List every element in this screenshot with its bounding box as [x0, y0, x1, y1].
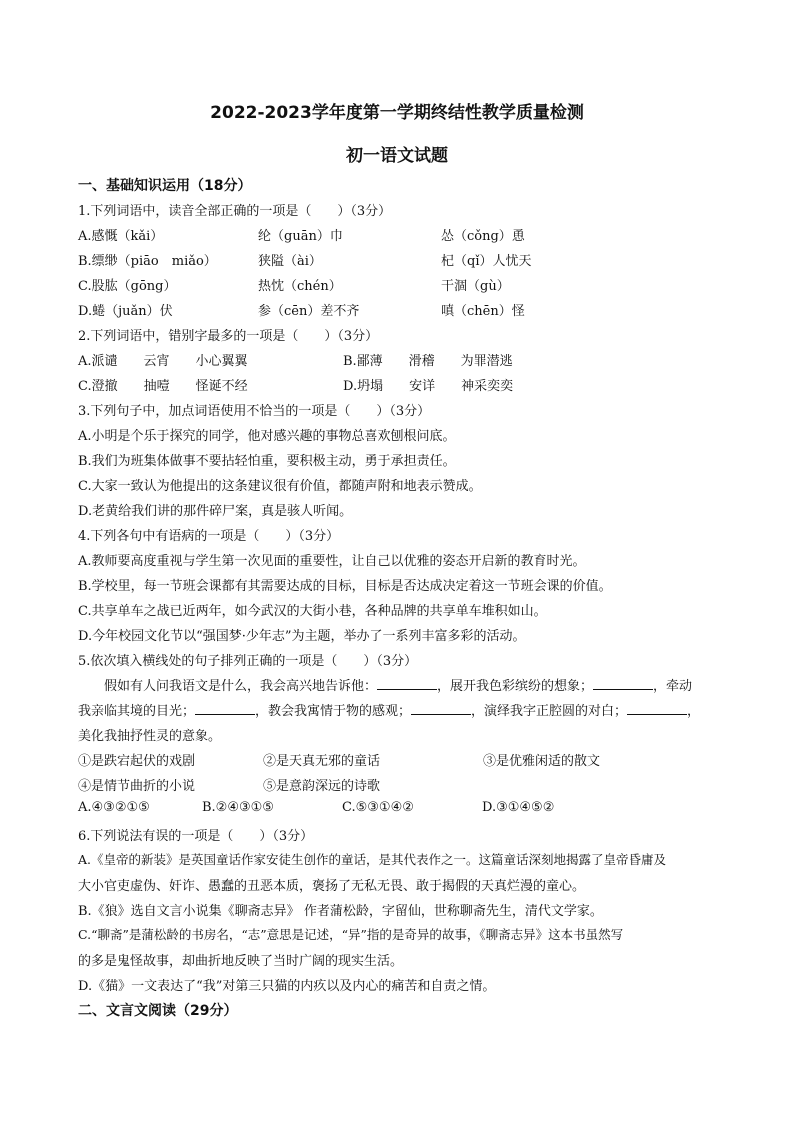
option-cell: 参（cēn）差不齐 — [258, 304, 360, 319]
passage-text: 假如有人问我语文是什么，我会高兴地告诉他： — [104, 679, 378, 694]
question-5-passage-line-1 — [104, 675, 692, 694]
passage-text: ，展开我色彩缤纷的想象； — [437, 679, 594, 694]
option-cell: C.股肱（gōng） — [78, 279, 177, 294]
question-6-line: B.《狼》选自文言小说集《聊斋志异》 作者蒲松龄，字留仙，世称聊斋先生，清代文学家。 — [78, 904, 603, 919]
question-5-choices-row-1 — [78, 750, 718, 769]
passage-text: ， — [687, 704, 701, 719]
question-6-line: 大小官吏虚伪、奸诈、愚蠢的丑恶本质，褒扬了无私无畏、敢于揭假的天真烂漫的童心。 — [78, 879, 586, 894]
option-cell: A.派谴 云宵 小心翼翼 — [78, 354, 248, 369]
question-3-option-d: D.老黄给我们讲的那件碎尸案，真是骇人听闻。 — [78, 504, 353, 519]
question-2-row-2 — [78, 375, 718, 394]
passage-text: ，演绎我字正腔圆的对白； — [471, 704, 628, 719]
option-cell: 热忱（chén） — [258, 279, 342, 294]
question-6-line: C.“聊斋”是蒲松龄的书房名，“志”意思是记述，“异”指的是奇异的故事，《聊斋志异》这本书虽然写 — [78, 927, 624, 942]
option-cell: B.缥缈（piāo miǎo） — [78, 254, 217, 269]
fill-blank — [195, 702, 255, 715]
question-5-answer-options — [78, 800, 718, 815]
exam-title: 2022-2023学年度第一学期终结性教学质量检测 — [210, 103, 584, 123]
fill-blank — [627, 702, 687, 715]
question-6-stem: 6.下列说法有误的一项是（ ）（3分） — [78, 829, 314, 844]
question-5-passage-line-3: 美化我抽抒性灵的意象。 — [78, 729, 222, 744]
fill-blank — [411, 702, 471, 715]
fill-blank — [593, 677, 653, 690]
question-6-line: 的多是鬼怪故事，却曲折地反映了当时广阔的现实生活。 — [78, 954, 404, 969]
section-heading-classical: 二、文言文阅读（29分） — [78, 1003, 238, 1019]
option-cell: 杞（qǐ）人忧天 — [441, 254, 532, 269]
choice-item: ④是情节曲折的小说 — [78, 779, 196, 794]
question-1-row-d — [78, 300, 718, 319]
option-cell: A.感慨（kǎi） — [78, 229, 164, 244]
option-cell: 干涸（gù） — [441, 279, 510, 294]
option-cell: 怂（cǒng）恿 — [441, 229, 525, 244]
section-heading-basics: 一、基础知识运用（18分） — [78, 178, 252, 194]
question-6-line: D.《猫》一文表达了“我”对第三只猫的内疚以及内心的痛苦和自责之情。 — [78, 979, 496, 994]
choice-item: ③是优雅闲适的散文 — [483, 754, 601, 769]
passage-text: 我亲临其境的目光； — [78, 704, 196, 719]
option-cell: D.坍塌 安详 神采奕奕 — [343, 379, 514, 394]
question-2-stem: 2.下列词语中，错别字最多的一项是（ ）（3分） — [78, 329, 379, 344]
answer-option: A.④③②①⑤ — [78, 800, 150, 815]
option-cell: 纶（guān）巾 — [258, 229, 343, 244]
fill-blank — [377, 677, 437, 690]
answer-option: D.③①④⑤② — [482, 800, 555, 815]
option-cell: D.蜷（juǎn）伏 — [78, 304, 173, 319]
answer-option: C.⑤③①④② — [342, 800, 414, 815]
passage-text: ，牵动 — [653, 679, 693, 694]
option-cell: 嗔（chēn）怪 — [441, 304, 525, 319]
question-3-option-c: C.大家一致认为他提出的这条建议很有价值，都随声附和地表示赞成。 — [78, 479, 482, 494]
choice-item: ⑤是意韵深远的诗歌 — [263, 779, 381, 794]
choice-item: ②是天真无邪的童话 — [263, 754, 381, 769]
choice-item: ①是跌宕起伏的戏剧 — [78, 754, 196, 769]
question-4-option-d: D.今年校园文化节以“强国梦·少年志”为主题，举办了一系列丰富多彩的活动。 — [78, 629, 526, 644]
passage-text: ，教会我寓情于物的感观； — [255, 704, 412, 719]
question-4-stem: 4.下列各句中有语病的一项是（ ）（3分） — [78, 529, 340, 544]
question-1-row-c — [78, 275, 718, 294]
question-4-option-c: C.共享单车之战已近两年，如今武汉的大街小巷，各种品牌的共享单车堆积如山。 — [78, 604, 547, 619]
question-5-choices-row-2 — [78, 775, 718, 794]
question-3-option-b: B.我们为班集体做事不要拈轻怕重，要积极主动，勇于承担责任。 — [78, 454, 456, 469]
question-4-option-b: B.学校里，每一节班会课都有其需要达成的目标，目标是否达成决定着这一节班会课的价值。 — [78, 579, 612, 594]
answer-option: B.②④③①⑤ — [202, 800, 274, 815]
question-1-stem: 1.下列词语中，读音全部正确的一项是（ ）（3分） — [78, 204, 392, 219]
question-4-option-a: A.教师要高度重视与学生第一次见面的重要性，让自己以优雅的姿态开启新的教育时光。 — [78, 554, 586, 569]
question-3-stem: 3.下列句子中，加点词语使用不恰当的一项是（ ）（3分） — [78, 404, 431, 419]
question-2-row-1 — [78, 350, 718, 369]
option-cell: C.澄撤 抽噎 怪诞不经 — [78, 379, 248, 394]
option-cell: B.鄙薄 滑稽 为罪潜逃 — [343, 354, 513, 369]
question-6-line: A.《皇帝的新装》是英国童话作家安徒生创作的童话，是其代表作之一。这篇童话深刻地揭露了皇帝昏庸及 — [78, 852, 667, 867]
option-cell: 狭隘（ài） — [258, 254, 322, 269]
question-5-stem: 5.依次填入横线处的句子排列正确的一项是（ ）（3分） — [78, 654, 418, 669]
question-1-row-b — [78, 250, 718, 269]
question-1-row-a — [78, 225, 718, 244]
question-3-option-a: A.小明是个乐于探究的同学，他对感兴趣的事物总喜欢刨根问底。 — [78, 429, 456, 444]
exam-subtitle: 初一语文试题 — [346, 146, 448, 166]
question-5-passage-line-2 — [78, 700, 700, 719]
